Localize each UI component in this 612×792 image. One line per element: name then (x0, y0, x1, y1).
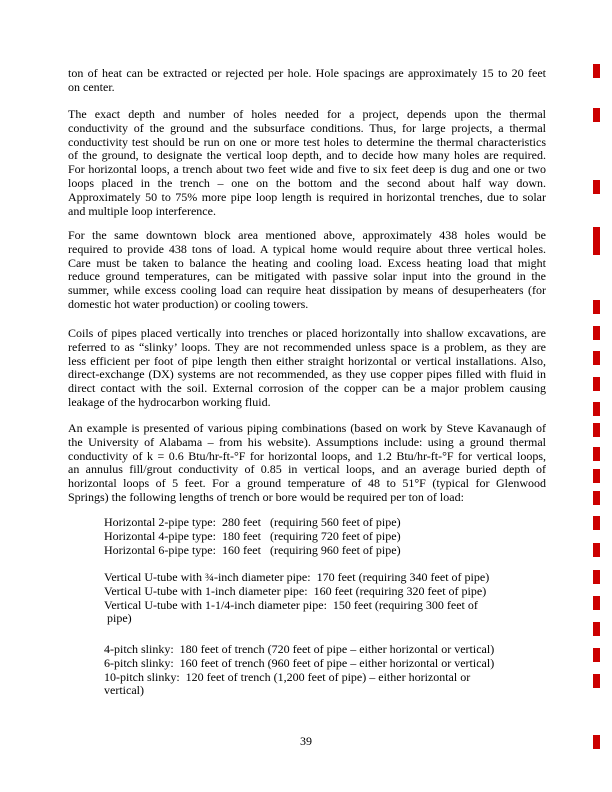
text-line: Vertical U-tube with 1-1/4-inch diameter pipe: 150 feet (requiring 300 feet of (104, 597, 478, 612)
revision-bar (593, 377, 600, 391)
revision-bar (593, 570, 600, 584)
revision-bar (593, 108, 600, 122)
text-line: Horizontal 6-pipe type: 160 feet (requiring 960 feet of pipe) (104, 542, 401, 557)
text-line: Vertical U-tube with ¾-inch diameter pipe: 170 feet (requiring 340 feet of pipe) (104, 570, 490, 584)
text-line: Springs) the following lengths of trench or bore would be required per ton of load: (68, 489, 464, 504)
revision-bar (593, 300, 600, 314)
revision-bar (593, 402, 600, 416)
paragraph-block (68, 67, 546, 95)
revision-bar (593, 227, 600, 255)
text-line: conductivity test should be run on one or more test holes to determine the thermal characteristics (68, 134, 546, 149)
text-line: The exact depth and number of holes needed for a project, depends upon the thermal (68, 107, 546, 121)
text-line: required to provide 438 tons of load. A typical home would require about three vertical holes. (68, 241, 546, 256)
text-line: summer, while excess cooling load can require heat dissipation by means of desuperheaters (for (68, 283, 546, 298)
text-line: Horizontal 4-pipe type: 180 feet (requiring 720 feet of pipe) (104, 528, 401, 543)
text-line: Approximately 50 to 75% more pipe loop length is required in horizontal trenches, due to solar (68, 189, 546, 204)
list-block (68, 516, 546, 557)
text-line: For the same downtown block area mentioned above, approximately 438 holes would be (68, 228, 546, 242)
text-line: conductivity of k = 0.6 Btu/hr-ft-°F for horizontal loops, and 1.2 Btu/hr-ft-°F for vertical loops, (68, 448, 546, 463)
text-line: domestic hot water production) or cooling towers. (68, 296, 309, 311)
revision-bar (593, 180, 600, 194)
text-line: Horizontal 2-pipe type: 280 feet (requiring 560 feet of pipe) (104, 515, 401, 529)
text-line: ton of heat can be extracted or rejected per hole. Hole spacings are approximately 15 to 20 feet (68, 66, 546, 80)
list-block (68, 643, 546, 698)
text-line: the University of Alabama – from his website). Assumptions include: using a ground thermal (68, 434, 546, 449)
revision-bar (593, 516, 600, 530)
text-line: direct contact with the soil. External corrosion of the copper can be a major problem causing (68, 381, 546, 396)
text-line: an annulus fill/grout conductivity of 0.85 in vertical loops, and an average buried depth of (68, 462, 546, 477)
revision-bar (593, 351, 600, 365)
text-line: Care must be taken to balance the heating and cooling load. Excess heating load that might (68, 255, 546, 270)
text-line: 4-pitch slinky: 180 feet of trench (720 feet of pipe – either horizontal or vertical) (104, 642, 495, 656)
revision-bar (593, 674, 600, 688)
text-line: An example is presented of various piping combinations (based on work by Steve Kavanaugh of (68, 421, 546, 435)
paragraph-block (68, 327, 546, 410)
text-line: leakage of the hydrocarbon working fluid. (68, 394, 271, 409)
revision-bar (593, 543, 600, 557)
page-number: 39 (300, 734, 312, 748)
text-line: 6-pitch slinky: 160 feet of trench (960 feet of pipe – either horizontal or vertical) (104, 655, 495, 670)
list-block (68, 571, 546, 626)
text-line: conductivity of the ground and the subsurface conditions. Thus, for large projects, a thermal (68, 120, 546, 135)
text-line: direct-exchange (DX) systems are not recommended, as they use copper pipes filled with fluid in (68, 367, 546, 382)
revision-bar (593, 491, 600, 505)
text-line: Coils of pipes placed vertically into trenches or placed horizontally into shallow excavations, are (68, 326, 546, 340)
text-line: Vertical U-tube with 1-inch diameter pipe: 160 feet (requiring 320 feet of pipe) (104, 583, 487, 598)
paragraph-block (68, 108, 546, 218)
paragraph-block (68, 422, 546, 505)
revision-bar (593, 64, 600, 78)
text-line: referred to as “slinky’ loops. They are not recommended unless space is a problem, as they are (68, 339, 546, 354)
revision-bar (593, 596, 600, 610)
text-line: on center. (68, 79, 115, 94)
revision-bar (593, 326, 600, 340)
text-line: reduce ground temperatures, can be mitigated with passive solar input into the ground in the (68, 269, 546, 284)
text-line: loops placed in the trench – one on the bottom and the second about half way down. (68, 175, 546, 190)
revision-bar (593, 447, 600, 461)
text-line: vertical) (104, 683, 144, 698)
text-line: of the ground, to designate the vertical loop depth, and to decide how many holes are required. (68, 148, 546, 163)
text-line: less efficient per foot of pipe length then either straight horizontal or vertical installations. Also, (68, 353, 546, 368)
text-line: and multiple loop interference. (68, 203, 216, 218)
text-line: For horizontal loops, a trench about two feet wide and five to six feet deep is dug and one or two (68, 162, 546, 177)
revision-bar (593, 423, 600, 437)
text-line: horizontal loops of 5 feet. For a ground temperature of 48 to 51°F (typical for Glenwood (68, 476, 546, 491)
revision-bar (593, 622, 600, 636)
revision-bar (593, 648, 600, 662)
text-line: 10-pitch slinky: 120 feet of trench (1,200 feet of pipe) – either horizontal or (104, 669, 471, 684)
text-line: pipe) (104, 611, 132, 626)
revision-bar (593, 469, 600, 483)
paragraph-block (68, 229, 546, 312)
